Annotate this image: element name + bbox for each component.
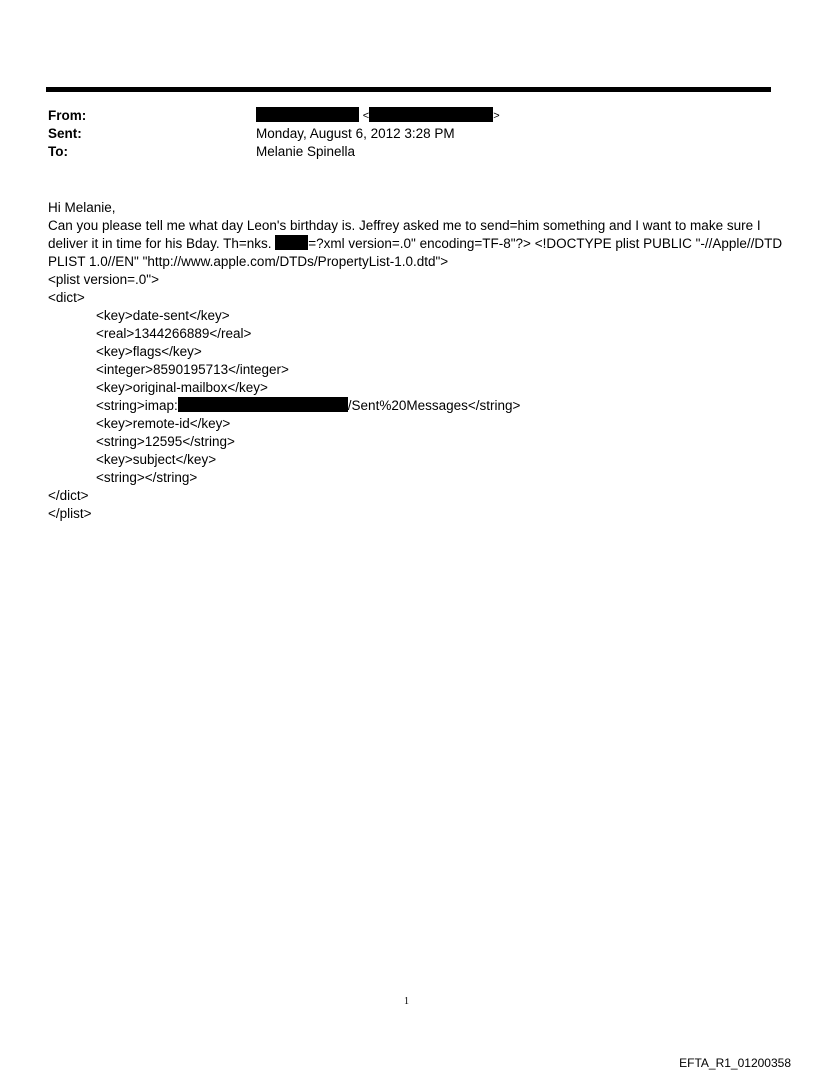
body-line-2-start: deliver it in time for his Bday. Th=nks. [48,236,276,251]
body-line-2-end: =?xml version=.0" encoding=TF-8"?> <!DOCTYPE plist PUBLIC "-//Apple//DTD [308,236,783,251]
from-value [256,107,500,125]
real-value: <real>1344266889</real> [96,326,252,341]
document-id: EFTA_R1_01200358 [679,1056,791,1070]
dict-open: <dict> [48,290,85,305]
imap-string [48,397,778,415]
body-line-3: PLIST 1.0//EN" "http://www.apple.com/DTDs/PropertyList-1.0.dtd"> [48,254,449,269]
imap-suffix: /Sent%20Messages</string> [347,398,521,413]
from-label: From: [48,108,87,123]
dict-close: </dict> [48,488,89,503]
body-line-2 [48,235,783,253]
from-email-open: < [362,110,370,122]
page-number: 1 [404,996,409,1007]
integer-value: <integer>8590195713</integer> [96,362,289,377]
key-original-mailbox: <key>original-mailbox</key> [96,380,268,395]
key-remote-id: <key>remote-id</key> [96,416,231,431]
redacted-sender-email [369,107,493,122]
key-subject: <key>subject</key> [96,452,217,467]
remote-id-value: <string>12595</string> [96,434,235,449]
header-divider [46,87,771,92]
greeting: Hi Melanie, [48,200,116,215]
imap-prefix: <string>imap: [96,398,178,413]
from-email-close: > [493,110,500,122]
to-label: To: [48,144,68,159]
plist-open: <plist version=.0"> [48,272,159,287]
to-value: Melanie Spinella [256,144,356,159]
email-body [48,199,783,523]
subject-value: <string></string> [96,470,198,485]
key-flags: <key>flags</key> [96,344,202,359]
body-line-1: Can you please tell me what day Leon's birthday is. Jeffrey asked me to send=him something and I want to make sure I [48,218,761,233]
key-date-sent: <key>date-sent</key> [96,308,230,323]
plist-close: </plist> [48,506,92,521]
redacted-signature [275,235,308,250]
sent-label: Sent: [48,126,82,141]
sent-value: Monday, August 6, 2012 3:28 PM [256,126,455,141]
redacted-imap-account [178,397,348,412]
redacted-sender-name [256,107,359,122]
